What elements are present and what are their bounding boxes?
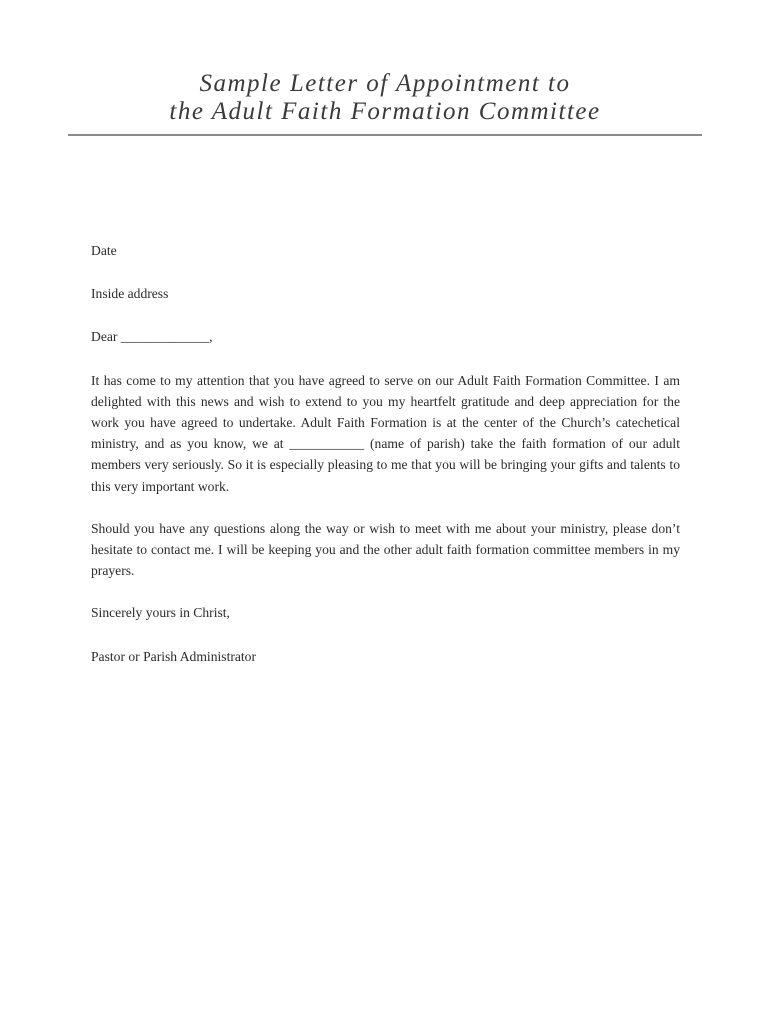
- title-line-1: Sample Letter of Appointment to: [199, 70, 571, 97]
- title-line-2: the Adult Faith Formation Committee: [169, 98, 601, 125]
- document-title: [0, 70, 770, 126]
- letter-inside-address: Inside address: [91, 286, 169, 302]
- letter-date: Date: [91, 243, 117, 258]
- title-divider: [68, 134, 702, 136]
- letter-body: [91, 240, 680, 689]
- letter-closing: Sincerely yours in Christ,: [91, 605, 230, 621]
- letter-signature: Pastor or Parish Administrator: [91, 648, 257, 664]
- letter-salutation: Dear _____________,: [91, 329, 213, 345]
- letter-paragraph-1: It has come to my attention that you have agreed to serve on our Adult Faith Formation Committee. I am delighted with this news and wish to extend to you my heartfelt gratitude and deep appreciation for the work you have agreed to undertake. Adult Faith Formation is at the center of the Church’s catechetical ministry, and as you know, we at ___________ (name of parish) take the faith formation of our adult members very seriously. So it is especially pleasing to me that you will be bringing your gifts and talents to this very important work.: [91, 372, 680, 494]
- letter-paragraph-2: Should you have any questions along the way or wish to meet with me about your ministry, please don’t hesitate to contact me. I will be keeping you and the other adult faith formation committee members in my prayers.: [91, 520, 680, 579]
